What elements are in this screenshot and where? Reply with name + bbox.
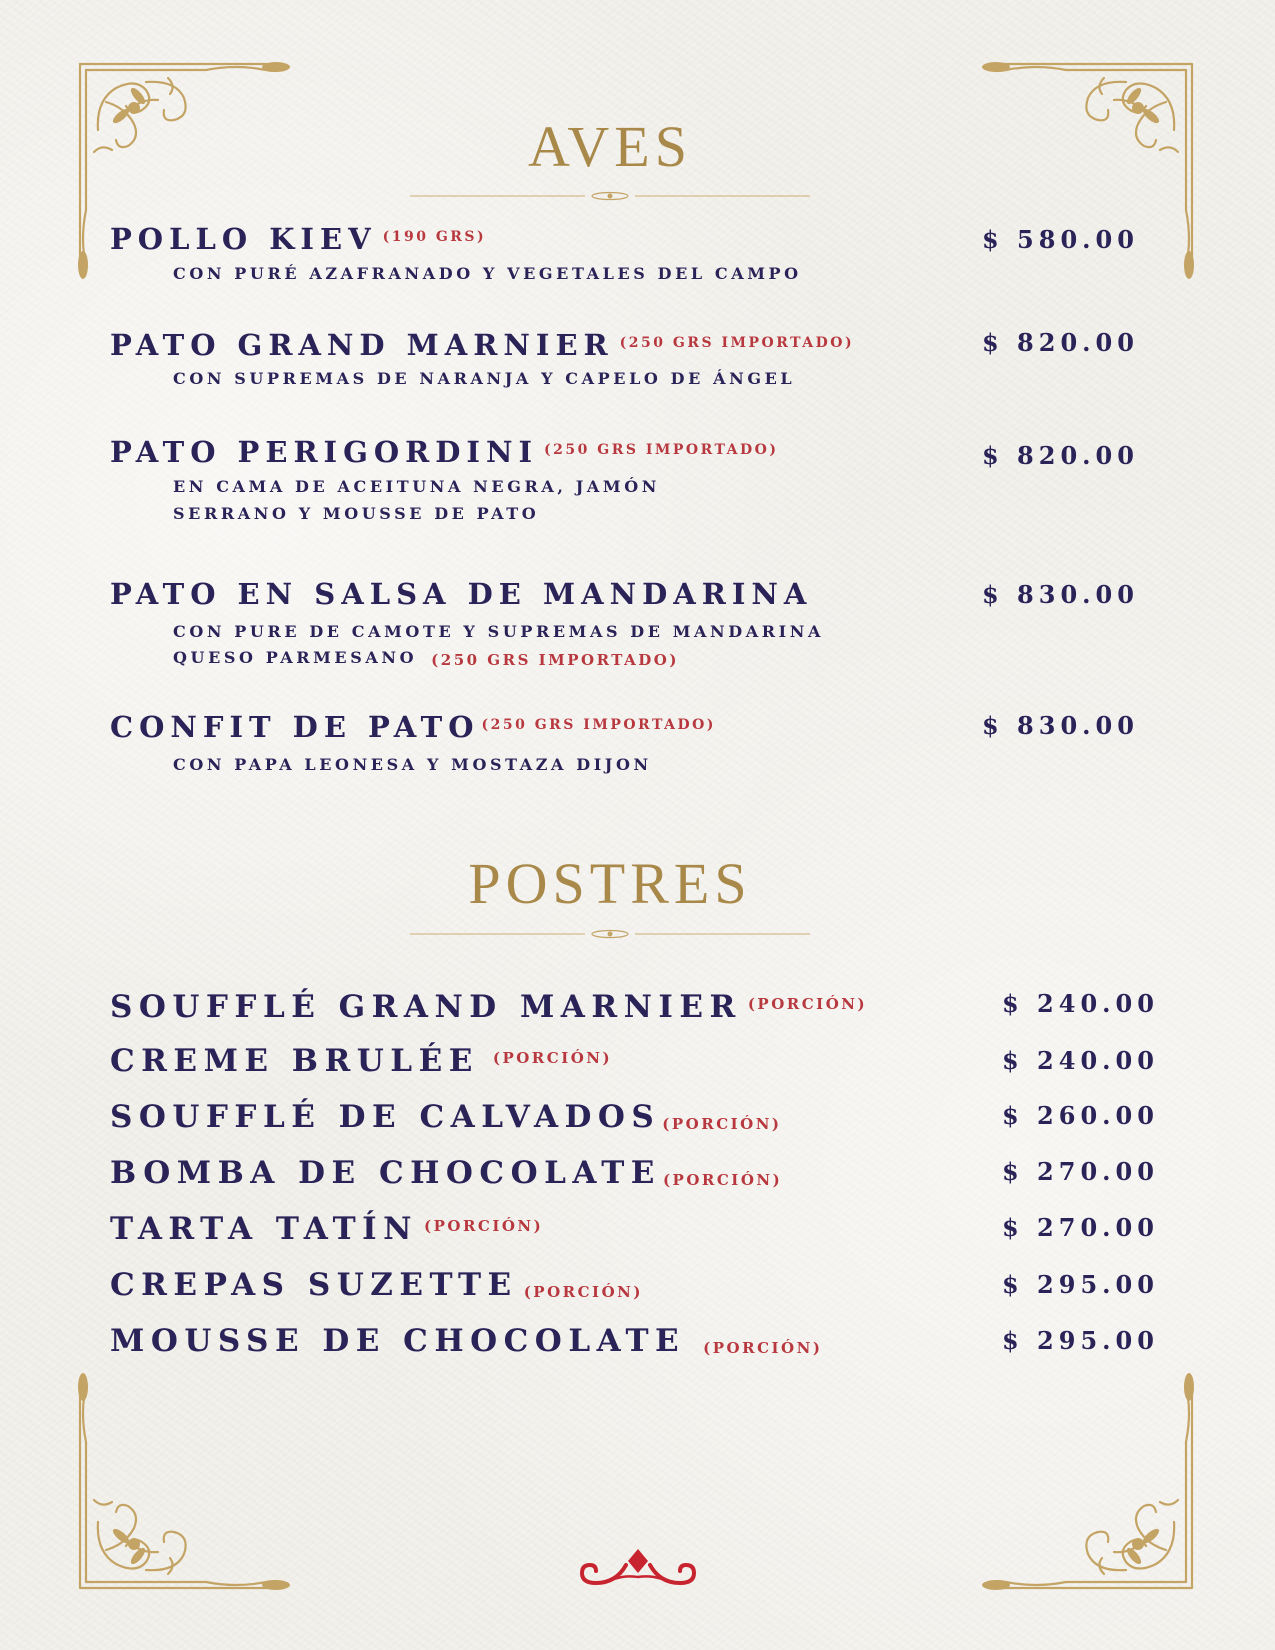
item-quantity: (250 GRS IMPORTADO) — [619, 335, 855, 351]
menu-item-price: $ 260.00 — [1002, 1101, 1159, 1130]
menu-item-description: CON PAPA LEONESA Y MOSTAZA DIJON — [173, 755, 652, 774]
title-divider — [410, 928, 810, 940]
divider-icon — [410, 928, 810, 940]
item-quantity: (PORCIÓN) — [662, 1115, 782, 1133]
menu-item-name: PATO EN SALSA DE MANDARINA — [110, 577, 813, 611]
item-quantity: (250 GRS IMPORTADO) — [481, 717, 716, 733]
item-quantity: (PORCIÓN) — [523, 1283, 643, 1301]
corner-ornament-bottom-right — [956, 1362, 1196, 1592]
menu-item-name: SOUFFLÉ GRAND MARNIER $^{(PORCIÓN)}$ — [110, 989, 868, 1025]
section-title-aves: AVES — [528, 114, 692, 179]
flourish-icon — [576, 1547, 700, 1597]
flourish-icon — [76, 1362, 316, 1592]
menu-item-price: $ 270.00 — [1002, 1157, 1159, 1186]
item-quantity: (250 GRS IMPORTADO) — [544, 442, 779, 458]
item-quantity: (PORCIÓN) — [747, 995, 868, 1013]
menu-item-name: CREPAS SUZETTE (PORCIÓN) — [110, 1267, 643, 1303]
menu-item-description: CON PURÉ AZAFRANADO Y VEGETALES DEL CAMPO — [173, 264, 802, 283]
item-quantity: (190 GRS) — [382, 229, 487, 245]
menu-item-name: MOUSSE DE CHOCOLATE (PORCIÓN) — [110, 1323, 823, 1359]
menu-item-name: BOMBA DE CHOCOLATE (PORCIÓN) — [110, 1155, 783, 1191]
menu-item-name: POLLO KIEV $^{(190 GRS)}$ — [110, 222, 487, 256]
menu-item-price: $ 580.00 — [982, 225, 1139, 254]
item-quantity: (PORCIÓN) — [662, 1171, 783, 1189]
menu-item-price: $ 270.00 — [1002, 1213, 1159, 1242]
divider-icon — [410, 190, 810, 202]
item-quantity: (PORCIÓN) — [424, 1217, 544, 1235]
menu-item-description: CON PURE DE CAMOTE Y SUPREMAS DE MANDARINA — [173, 622, 824, 641]
corner-ornament-bottom-left — [76, 1362, 316, 1592]
menu-item-price: $ 240.00 — [1002, 1046, 1159, 1075]
menu-item-price: $ 240.00 — [1002, 989, 1159, 1018]
menu-item-price: $ 295.00 — [1002, 1326, 1159, 1355]
item-quantity: (PORCIÓN) — [703, 1339, 823, 1357]
menu-item-name: CREME BRULÉE $^{(PORCIÓN)}$ — [110, 1043, 613, 1079]
item-quantity: (PORCIÓN) — [492, 1049, 613, 1067]
flourish-icon — [956, 1362, 1196, 1592]
menu-item-description: QUESO PARMESANO (250 GRS IMPORTADO) — [173, 648, 679, 669]
menu-item-description: CON SUPREMAS DE NARANJA Y CAPELO DE ÁNGEL — [173, 369, 796, 388]
menu-item-name: CONFIT DE PATO $^{(250 GRS IMPORTADO)}$ — [110, 710, 716, 744]
menu-item-name: PATO PERIGORDINI $^{(250 GRS IMPORTADO)}$ — [110, 435, 779, 469]
menu-item-name: PATO GRAND MARNIER $^{(250 GRS IMPORTADO)}$ — [110, 328, 855, 362]
menu-item-price: $ 830.00 — [982, 711, 1139, 740]
menu-item-price: $ 295.00 — [1002, 1270, 1159, 1299]
section-title-postres: POSTRES — [468, 851, 752, 916]
title-divider — [410, 190, 810, 202]
bottom-ornament — [576, 1547, 700, 1597]
menu-item-price: $ 830.00 — [982, 580, 1139, 609]
menu-item-price: $ 820.00 — [982, 441, 1139, 470]
item-quantity: (250 GRS IMPORTADO) — [431, 651, 679, 669]
menu-item-price: $ 820.00 — [982, 328, 1139, 357]
menu-item-description: SERRANO Y MOUSSE DE PATO — [173, 504, 540, 523]
menu-item-name: SOUFFLÉ DE CALVADOS (PORCIÓN) — [110, 1099, 782, 1135]
menu-item-description: EN CAMA DE ACEITUNA NEGRA, JAMÓN — [173, 477, 660, 496]
menu-item-name: TARTA TATÍN $^{(PORCIÓN)}$ — [110, 1211, 544, 1247]
